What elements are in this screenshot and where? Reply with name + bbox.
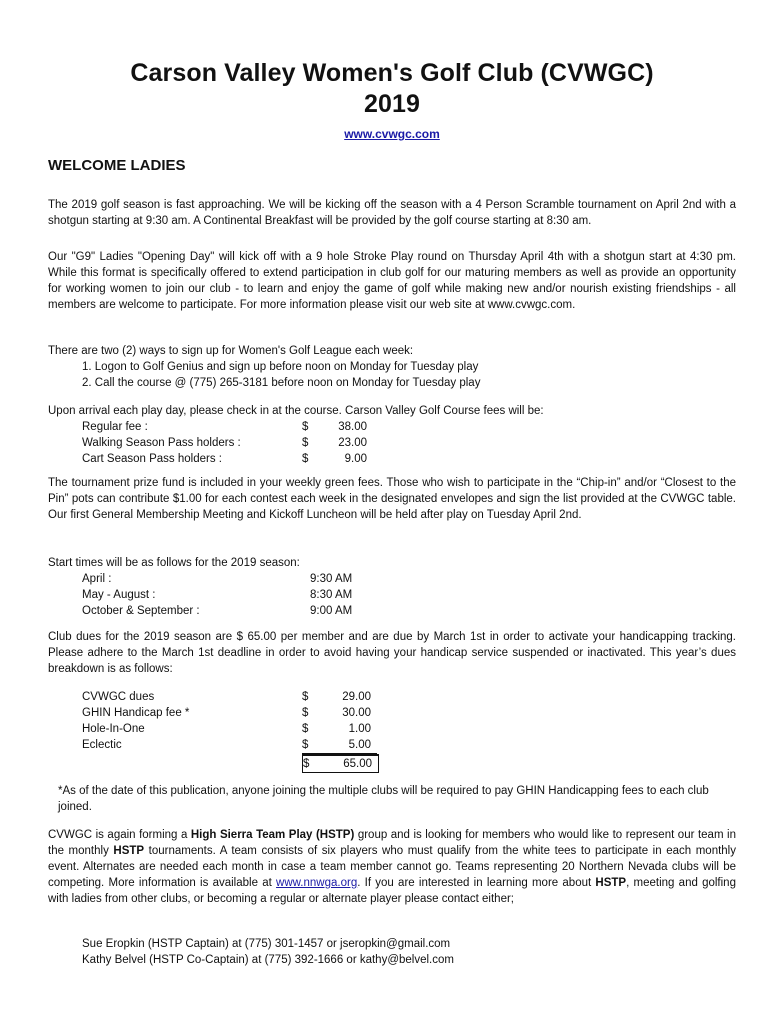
document-page: [48, 0, 736, 966]
dues-total-currency: $: [303, 758, 310, 770]
dues-currency: $: [302, 723, 309, 735]
dues-amount: 1.00: [348, 723, 371, 735]
fee-row: [82, 451, 736, 467]
dues-amount: 5.00: [348, 739, 371, 751]
time-row: [82, 603, 736, 619]
time-value: 9:30 AM: [310, 573, 353, 585]
dues-label: CVWGC dues: [82, 691, 155, 703]
dues-paragraph: Club dues for the 2019 season are $ 65.00 per member and are due by March 1st in order to activate your handicapping tracking. Please adhere to the March 1st deadline in order to avoid having your handicap service suspended or inactivated. This year’s dues breakdown is as follows:: [48, 631, 736, 675]
fee-amount: 9.00: [344, 453, 367, 465]
fees-intro: Upon arrival each play day, please check in at the course. Carson Valley Golf Course fees will be:: [48, 405, 544, 417]
dues-amount: 29.00: [342, 691, 371, 703]
hstp-paragraph: CVWGC is again forming a High Sierra Team Play (HSTP) group and is looking for members who would like to represent our team in the monthly HSTP tournaments. A team consists of six players who must qualify from the white tees to participate in each monthly event. Alternates are needed each month in case a team member cannot go. Teams representing 20 Northern Nevada clubs will be competing. More information is available at www.nnwga.org. If you are interested in learning more about HSTP, meeting and golfing with ladies from other clubs, or becoming a regular or alternate player please contact either;: [48, 829, 736, 905]
dues-currency: $: [302, 691, 309, 703]
dues-total-amount: 65.00: [343, 758, 372, 770]
fee-label: Regular fee :: [82, 421, 148, 433]
contacts-list: [82, 936, 736, 968]
dues-label: Eclectic: [82, 739, 122, 751]
signup-intro: There are two (2) ways to sign up for Women's Golf League each week:: [48, 345, 414, 357]
dues-row: [82, 737, 736, 754]
dues-currency: $: [302, 707, 309, 719]
times-intro: Start times will be as follows for the 2019 season:: [48, 557, 300, 569]
fee-row: [82, 435, 736, 451]
ghin-note: *As of the date of this publication, anyone joining the multiple clubs will be required to pay GHIN Handicapping fees to each club joined.: [58, 785, 709, 813]
dues-row: [82, 689, 736, 705]
fees-table: [82, 419, 736, 467]
time-label: May - August :: [82, 589, 156, 601]
time-label: April :: [82, 573, 112, 585]
start-times-table: [82, 571, 736, 619]
signup-item: 2. Call the course @ (775) 265-3181 before noon on Monday for Tuesday play: [82, 377, 481, 389]
intro-paragraph: The 2019 golf season is fast approaching. We will be kicking off the season with a 4 Person Scramble tournament on April 2nd with a shotgun starting at 9:30 am. A Continental Breakfast will be provided by the golf course starting at 8:30 am.: [48, 199, 736, 227]
dues-total-row: [82, 754, 736, 773]
fee-currency: $: [302, 421, 309, 433]
nnwga-link[interactable]: www.nnwga.org: [276, 877, 358, 889]
website-link[interactable]: www.cvwgc.com: [344, 127, 440, 141]
dues-row: [82, 705, 736, 721]
time-value: 9:00 AM: [310, 605, 353, 617]
dues-table: [82, 689, 736, 773]
fee-currency: $: [302, 437, 309, 449]
welcome-heading: WELCOME LADIES: [48, 157, 186, 174]
time-value: 8:30 AM: [310, 589, 353, 601]
hstp-bold: HSTP: [113, 845, 145, 857]
title-line-2: 2019: [363, 90, 420, 118]
dues-amount: 30.00: [342, 707, 371, 719]
time-label: October & September :: [82, 605, 200, 617]
title-line-1: Carson Valley Women's Golf Club (CVWGC): [130, 59, 654, 87]
fee-currency: $: [302, 453, 309, 465]
contact-line: Kathy Belvel (HSTP Co-Captain) at (775) 392-1666 or kathy@belvel.com: [82, 954, 454, 966]
dues-label: Hole-In-One: [82, 723, 145, 735]
time-row: [82, 571, 736, 587]
hstp-bold: High Sierra Team Play (HSTP): [190, 829, 355, 841]
page-title: [48, 0, 736, 120]
prize-paragraph: The tournament prize fund is included in your weekly green fees. Those who wish to participate in the “Chip-in” and/or “Closest to the Pin” pots can contribute $1.00 for each contest each week in the designated envelopes and sign the list provided at the CVWGC table. Our first General Membership Meeting and Kickoff Luncheon will be held after play on Tuesday April 2nd.: [48, 477, 736, 521]
dues-row: [82, 721, 736, 737]
contact-line: Sue Eropkin (HSTP Captain) at (775) 301-1457 or jseropkin@gmail.com: [82, 938, 451, 950]
fee-amount: 38.00: [338, 421, 367, 433]
fee-amount: 23.00: [338, 437, 367, 449]
fee-label: Walking Season Pass holders :: [82, 437, 241, 449]
signup-item: 1. Logon to Golf Genius and sign up before noon on Monday for Tuesday play: [82, 361, 479, 373]
hstp-bold: HSTP: [595, 877, 627, 889]
signup-list: [82, 359, 736, 391]
dues-currency: $: [302, 739, 309, 751]
time-row: [82, 587, 736, 603]
fee-row: [82, 419, 736, 435]
opening-day-paragraph: Our "G9" Ladies "Opening Day" will kick off with a 9 hole Stroke Play round on Thursday April 4th with a shotgun start at 4:30 pm. While this format is specifically offered to extend participation in club golf for our maturing members as well as provide an opportunity for working women to join our club - to learn and enjoy the game of golf while making new and/or nourish existing friendships - all members are welcome to participate. For more information please visit our web site at www.cvwgc.com.: [48, 251, 736, 311]
dues-label: GHIN Handicap fee *: [82, 707, 190, 719]
fee-label: Cart Season Pass holders :: [82, 453, 222, 465]
